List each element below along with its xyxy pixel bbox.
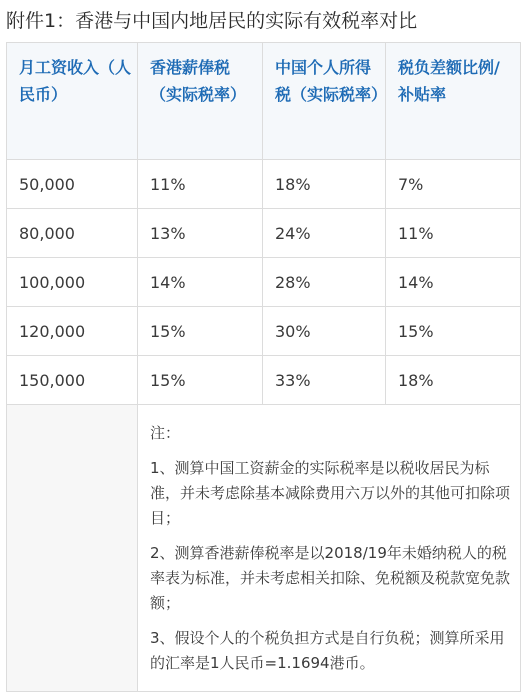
cell-cn-rate: 24% (263, 209, 386, 258)
cell-hk-rate: 11% (138, 160, 263, 209)
cell-cn-rate: 28% (263, 258, 386, 307)
notes-title: 注： (150, 424, 181, 442)
document-title: 附件1：香港与中国内地居民的实际有效税率对比 (6, 10, 418, 32)
header-cn-income-tax: 中国个人所得税（实际税率） (263, 43, 386, 160)
header-tax-difference: 税负差额比例/补贴率 (386, 43, 521, 160)
cell-income: 50,000 (7, 160, 138, 209)
table-row (7, 307, 521, 356)
cell-hk-rate: 14% (138, 258, 263, 307)
cell-difference: 14% (386, 258, 521, 307)
cell-difference: 15% (386, 307, 521, 356)
cell-hk-rate: 13% (138, 209, 263, 258)
notes-cell (138, 405, 521, 692)
tax-comparison-table (6, 42, 521, 692)
cell-income: 100,000 (7, 258, 138, 307)
table-row (7, 356, 521, 405)
notes-row (7, 405, 521, 692)
cell-cn-rate: 18% (263, 160, 386, 209)
cell-cn-rate: 33% (263, 356, 386, 405)
cell-hk-rate: 15% (138, 307, 263, 356)
table-row (7, 258, 521, 307)
cell-income: 80,000 (7, 209, 138, 258)
cell-cn-rate: 30% (263, 307, 386, 356)
cell-difference: 18% (386, 356, 521, 405)
table-row (7, 160, 521, 209)
cell-difference: 11% (386, 209, 521, 258)
table-row (7, 209, 521, 258)
cell-hk-rate: 15% (138, 356, 263, 405)
header-monthly-income: 月工资收入（人民币） (7, 43, 138, 160)
header-hk-salaries-tax: 香港薪俸税（实际税率） (138, 43, 263, 160)
notes-spacer-cell (7, 405, 138, 692)
cell-income: 120,000 (7, 307, 138, 356)
cell-income: 150,000 (7, 356, 138, 405)
cell-difference: 7% (386, 160, 521, 209)
note-item: 1、测算中国工资薪金的实际税率是以税收居民为标准，并未考虑除基本减除费用六万以外的其他可扣除项目； (150, 459, 511, 527)
table-header-row (7, 43, 521, 160)
note-item: 3、假设个人的个税负担方式是自行负税；测算所采用的汇率是1人民币=1.1694港币。 (150, 629, 505, 672)
note-item: 2、测算香港薪俸税率是以2018/19年未婚纳税人的税率表为标准，并未考虑相关扣除、免税额及税款宽免款额； (150, 544, 511, 612)
